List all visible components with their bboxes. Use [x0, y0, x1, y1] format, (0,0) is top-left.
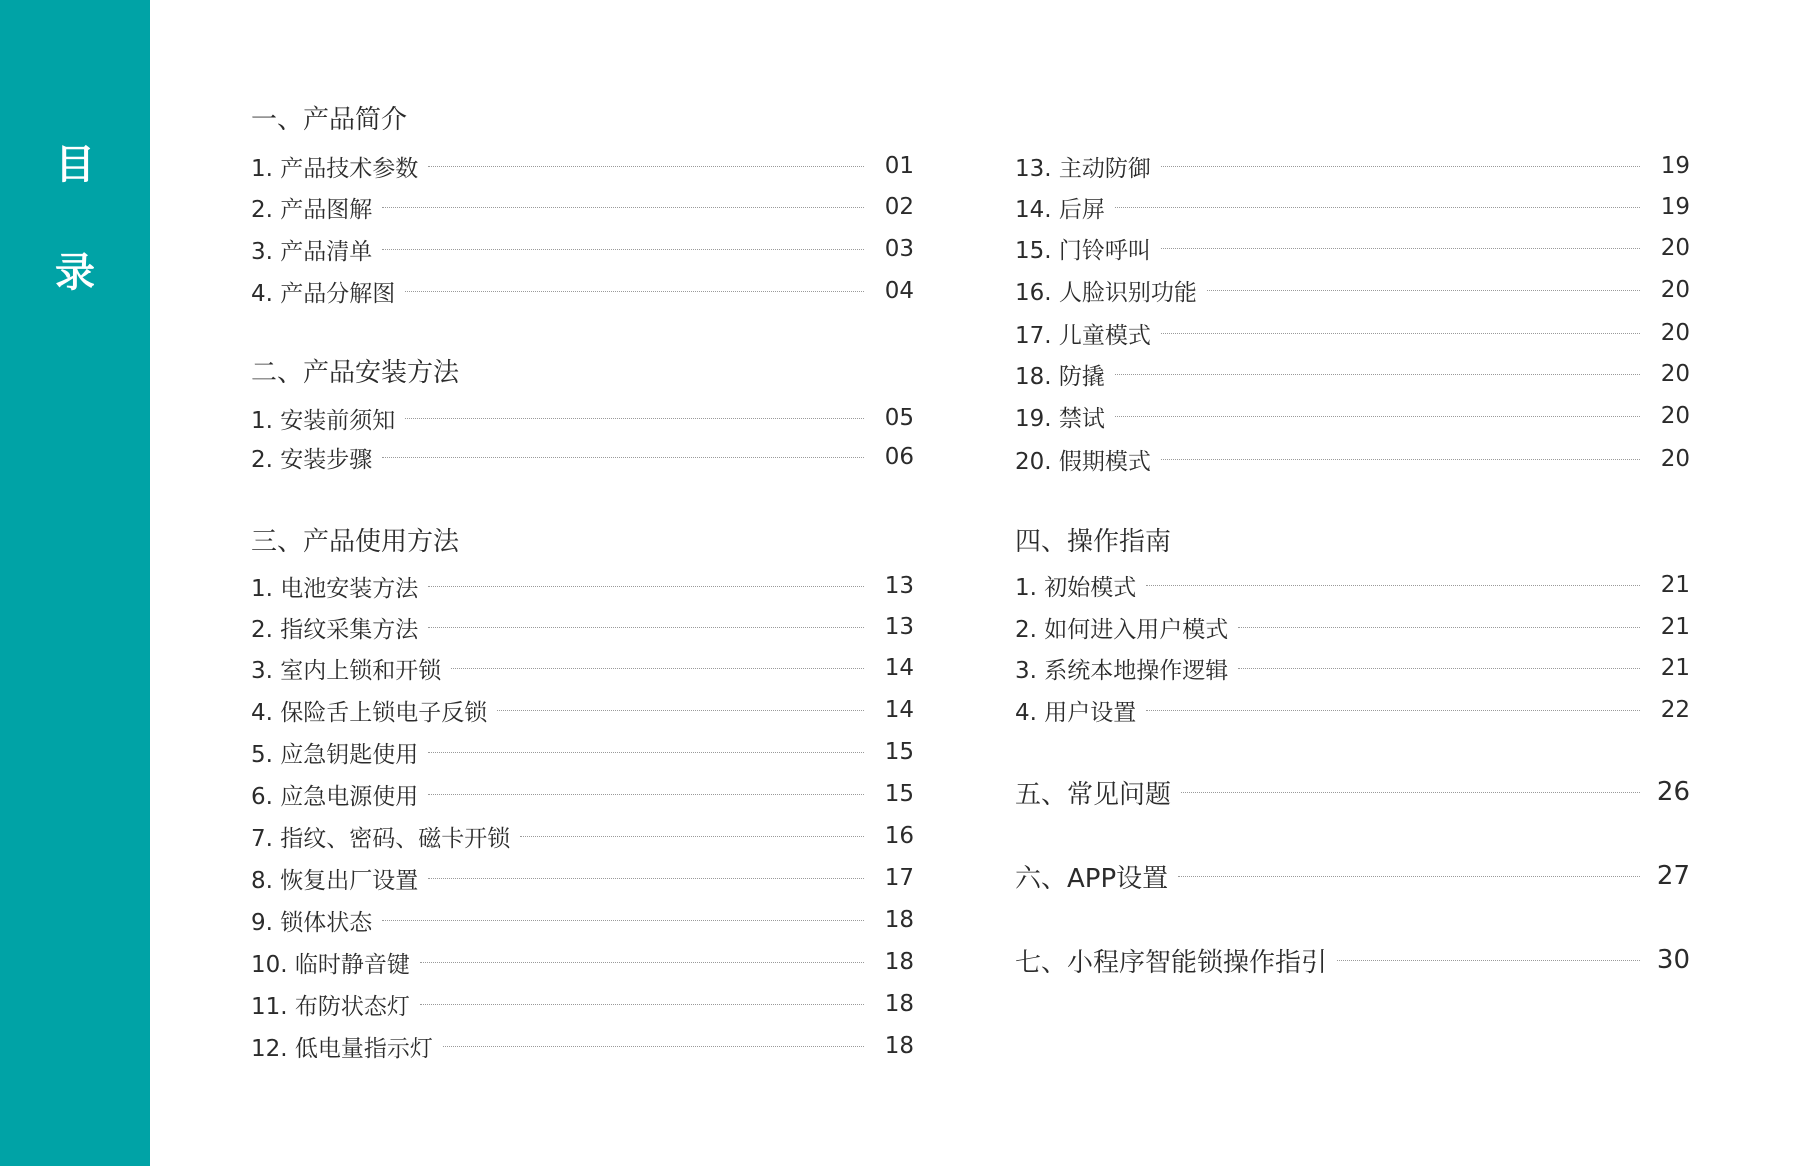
toc-entry[interactable]: [251, 820, 914, 852]
toc-entry-label: 2. 安装步骤: [251, 446, 373, 473]
toc-entry-label: 10. 临时静音键: [251, 951, 410, 978]
dot-leader: [382, 249, 864, 250]
toc-entry-label: 16. 人脸识别功能: [1015, 279, 1197, 306]
toc-entry-page: 21: [1660, 572, 1690, 598]
toc-entry-page: 30: [1656, 945, 1690, 975]
toc-entry-label: 4. 保险舌上锁电子反锁: [251, 699, 488, 726]
dot-leader: [428, 627, 864, 628]
toc-entry-page: 13: [884, 573, 914, 599]
toc-chapter[interactable]: [1015, 944, 1690, 976]
section-heading-2: 二、产品安装方法: [251, 358, 460, 388]
toc-entry-label: 1. 电池安装方法: [251, 575, 419, 602]
dot-leader: [382, 207, 864, 208]
dot-leader: [405, 291, 864, 292]
dot-leader: [1115, 207, 1640, 208]
toc-entry[interactable]: [251, 904, 914, 936]
toc-entry-page: 17: [884, 865, 914, 891]
toc-entry[interactable]: [251, 275, 914, 307]
toc-entry[interactable]: [251, 736, 914, 768]
toc-entry-page: 18: [884, 1033, 914, 1059]
toc-entry-label: 1. 安装前须知: [251, 407, 396, 434]
section-heading-1: 一、产品简介: [251, 105, 408, 135]
dot-leader: [1161, 166, 1640, 167]
toc-entry-label: 12. 低电量指示灯: [251, 1035, 433, 1062]
toc-entry[interactable]: [251, 402, 914, 434]
toc-entry-label: 3. 系统本地操作逻辑: [1015, 657, 1229, 684]
toc-chapter[interactable]: [1015, 776, 1690, 808]
dot-leader: [1161, 248, 1640, 249]
dot-leader: [420, 962, 864, 963]
toc-entry-page: 03: [884, 236, 914, 262]
toc-entry-label: 9. 锁体状态: [251, 909, 373, 936]
toc-entry-page: 27: [1656, 861, 1690, 891]
toc-entry-page: 18: [884, 991, 914, 1017]
sidebar-title-char-1: 目: [55, 142, 95, 188]
toc-entry[interactable]: [251, 652, 914, 684]
dot-leader: [1161, 459, 1640, 460]
toc-entry[interactable]: [251, 946, 914, 978]
dot-leader: [420, 1004, 864, 1005]
toc-entry-page: 20: [1660, 320, 1690, 346]
toc-entry-label: 7. 指纹、密码、磁卡开锁: [251, 825, 511, 852]
toc-entry-label: 13. 主动防御: [1015, 155, 1151, 182]
toc-chapter-label: 五、常见问题: [1015, 779, 1172, 810]
toc-entry-page: 18: [884, 907, 914, 933]
toc-entry-label: 15. 门铃呼叫: [1015, 237, 1151, 264]
toc-entry[interactable]: [251, 778, 914, 810]
toc-entry[interactable]: [251, 191, 914, 223]
toc-chapter[interactable]: [1015, 860, 1690, 892]
toc-entry-page: 14: [884, 655, 914, 681]
toc-entry-page: 20: [1660, 446, 1690, 472]
toc-entry-page: 15: [884, 781, 914, 807]
toc-entry[interactable]: [251, 233, 914, 265]
dot-leader: [1207, 290, 1640, 291]
dot-leader: [428, 586, 864, 587]
toc-entry[interactable]: [1015, 443, 1690, 475]
toc-entry[interactable]: [1015, 274, 1690, 306]
toc-entry-label: 17. 儿童模式: [1015, 322, 1151, 349]
toc-entry-label: 2. 指纹采集方法: [251, 616, 419, 643]
toc-entry-label: 4. 用户设置: [1015, 699, 1137, 726]
dot-leader: [443, 1046, 864, 1047]
dot-leader: [520, 836, 864, 837]
dot-leader: [1181, 792, 1640, 793]
toc-entry-page: 21: [1660, 655, 1690, 681]
dot-leader: [1178, 876, 1640, 877]
toc-entry-label: 8. 恢复出厂设置: [251, 867, 419, 894]
dot-leader: [428, 752, 864, 753]
toc-entry[interactable]: [251, 150, 914, 182]
dot-leader: [1238, 627, 1640, 628]
dot-leader: [451, 668, 864, 669]
toc-entry-label: 3. 产品清单: [251, 238, 373, 265]
toc-entry-label: 6. 应急电源使用: [251, 783, 419, 810]
toc-entry-page: 14: [884, 697, 914, 723]
dot-leader: [1115, 374, 1640, 375]
toc-entry[interactable]: [1015, 569, 1690, 601]
dot-leader: [382, 920, 864, 921]
dot-leader: [1146, 710, 1640, 711]
toc-chapter-label: 七、小程序智能锁操作指引: [1015, 947, 1328, 978]
toc-entry-page: 05: [884, 405, 914, 431]
toc-entry-page: 20: [1660, 403, 1690, 429]
toc-entry-label: 1. 产品技术参数: [251, 155, 419, 182]
toc-entry-label: 3. 室内上锁和开锁: [251, 657, 442, 684]
toc-entry-label: 2. 产品图解: [251, 196, 373, 223]
dot-leader: [405, 418, 864, 419]
toc-entry-label: 1. 初始模式: [1015, 574, 1137, 601]
toc-entry-page: 26: [1656, 777, 1690, 807]
toc-entry-label: 5. 应急钥匙使用: [251, 741, 419, 768]
toc-entry-page: 20: [1660, 277, 1690, 303]
dot-leader: [1146, 585, 1640, 586]
dot-leader: [1161, 333, 1640, 334]
dot-leader: [1337, 960, 1640, 961]
toc-entry[interactable]: [251, 441, 914, 473]
dot-leader: [1115, 416, 1640, 417]
dot-leader: [382, 457, 864, 458]
toc-entry-label: 14. 后屏: [1015, 196, 1105, 223]
toc-entry-label: 2. 如何进入用户模式: [1015, 616, 1229, 643]
toc-entry[interactable]: [1015, 150, 1690, 182]
toc-entry-label: 20. 假期模式: [1015, 448, 1151, 475]
section-heading-3: 三、产品使用方法: [251, 527, 460, 557]
toc-entry[interactable]: [251, 862, 914, 894]
toc-entry[interactable]: [1015, 191, 1690, 223]
sidebar-title-char-2: 录: [55, 250, 95, 296]
dot-leader: [1238, 668, 1640, 669]
toc-chapter-label: 六、APP设置: [1015, 863, 1169, 894]
toc-entry-page: 19: [1660, 194, 1690, 220]
toc-entry[interactable]: [251, 570, 914, 602]
toc-entry-page: 22: [1660, 697, 1690, 723]
toc-entry[interactable]: [1015, 317, 1690, 349]
dot-leader: [428, 794, 864, 795]
toc-entry-page: 16: [884, 823, 914, 849]
toc-entry[interactable]: [1015, 694, 1690, 726]
toc-entry-page: 18: [884, 949, 914, 975]
toc-entry-label: 11. 布防状态灯: [251, 993, 410, 1020]
toc-entry[interactable]: [1015, 652, 1690, 684]
toc-entry-page: 06: [884, 444, 914, 470]
toc-entry-page: 15: [884, 739, 914, 765]
toc-entry[interactable]: [251, 694, 914, 726]
toc-entry-page: 20: [1660, 361, 1690, 387]
toc-entry-page: 20: [1660, 235, 1690, 261]
toc-entry-page: 01: [884, 153, 914, 179]
toc-entry-page: 02: [884, 194, 914, 220]
toc-entry[interactable]: [1015, 400, 1690, 432]
dot-leader: [428, 166, 864, 167]
toc-entry-label: 4. 产品分解图: [251, 280, 396, 307]
toc-entry-label: 19. 禁试: [1015, 405, 1105, 432]
section-heading-4: 四、操作指南: [1015, 527, 1172, 557]
dot-leader: [428, 878, 864, 879]
toc-entry[interactable]: [251, 988, 914, 1020]
toc-entry-page: 21: [1660, 614, 1690, 640]
toc-entry[interactable]: [251, 1030, 914, 1062]
toc-entry-label: 18. 防撬: [1015, 363, 1105, 390]
toc-entry[interactable]: [1015, 358, 1690, 390]
dot-leader: [497, 710, 864, 711]
sidebar: [0, 0, 150, 1166]
toc-entry[interactable]: [251, 611, 914, 643]
toc-entry-page: 13: [884, 614, 914, 640]
toc-entry-page: 19: [1660, 153, 1690, 179]
toc-entry[interactable]: [1015, 232, 1690, 264]
toc-entry[interactable]: [1015, 611, 1690, 643]
toc-entry-page: 04: [884, 278, 914, 304]
